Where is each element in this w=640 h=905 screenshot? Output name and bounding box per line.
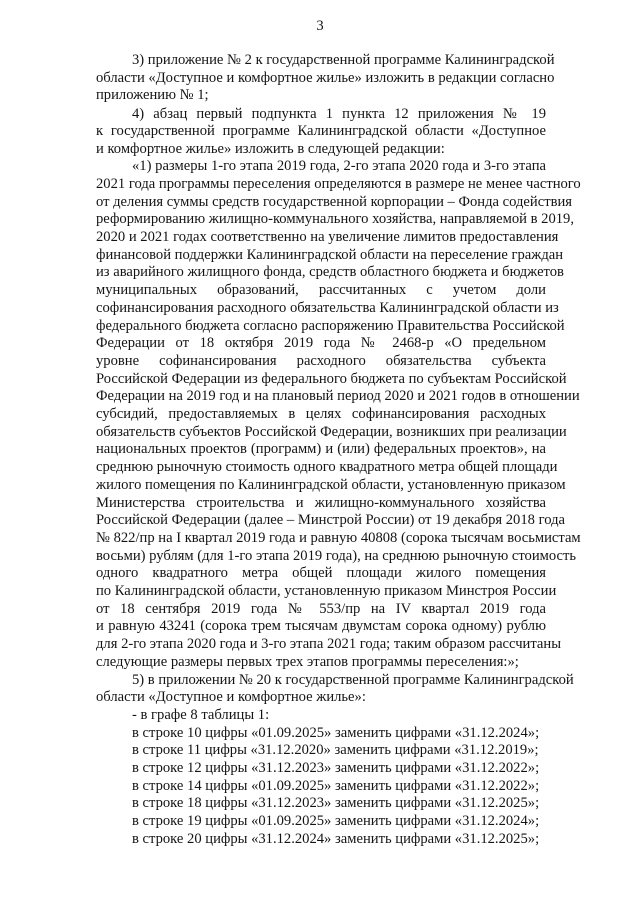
text-line: уровне софинансирования расходного обязательства субъекта [96,352,546,369]
text-line: для 2-го этапа 2020 года и 3-го этапа 2021 года; таким образом рассчитаны [96,636,562,653]
text-line: 4) абзац первый подпункта 1 пункта 12 приложения № 19 [132,105,546,122]
text-line: финансовой поддержки Калининградской области на переселение граждан [96,246,564,263]
text-line: к государственной программе Калининградской области «Доступное [96,122,546,139]
text-line: «1) размеры 1-го этапа 2019 года, 2-го этапа 2020 года и 3-го этапа [132,158,546,175]
text-line: в строке 20 цифры «31.12.2024» заменить цифрами «31.12.2025»; [132,830,540,847]
text-line: - в графе 8 таблицы 1: [132,706,270,723]
text-line: в строке 14 цифры «01.09.2025» заменить цифрами «31.12.2022»; [132,777,540,794]
text-line: Министерства строительства и жилищно-коммунального хозяйства [96,494,546,511]
text-line: № 822/пр на I квартал 2019 года и равную 40808 (сорока тысячам восьмистам [96,529,581,546]
text-line: 2020 и 2021 годах соответственно на увеличение лимитов предоставления [96,229,559,245]
text-line: и равную 43241 (сорока трем тысячам двумстам сорока одному) рублю [96,618,546,635]
text-line: одного квадратного метра общей площади жилого помещения [96,565,546,582]
text-line: от деления суммы средств государственной корпорации – Фонда содействия [96,193,572,210]
text-line: следующие размеры первых трех этапов программы переселения:»; [96,653,519,670]
text-line: из аварийного жилищного фонда, средств областного бюджета и бюджетов [96,264,564,281]
text-line: жилого помещения по Калининградской области, установленную приказом [96,476,566,493]
text-line: Федерации от 18 октября 2019 года № 2468-р «О предельном [96,335,546,352]
text-line: Российской Федерации из федерального бюджета по субъектам Российской [96,370,567,387]
text-line: от 18 сентября 2019 года № 553/пр на IV квартал 2019 года [96,600,546,617]
text-line: среднюю рыночную стоимость одного квадратного метра общей площади [96,459,558,476]
text-line: области «Доступное и комфортное жилье»: [96,689,366,706]
text-line: в строке 19 цифры «01.09.2025» заменить цифрами «31.12.2024»; [132,813,540,830]
text-line: 3) приложение № 2 к государственной программе Калининградской [132,52,555,68]
text-line: 2021 года программы переселения определяются в размере не менее частного [96,175,581,192]
page-number: 3 [316,18,324,34]
text-line: Российской Федерации (далее – Минстрой России) от 19 декабря 2018 года [96,512,565,529]
text-line: по Калининградской области, установленную приказом Минстроя России [96,583,557,599]
text-line: в строке 12 цифры «31.12.2023» заменить цифрами «31.12.2022»; [132,760,540,776]
text-line: в строке 11 цифры «31.12.2020» заменить цифрами «31.12.2019»; [132,742,539,759]
text-line: 5) в приложении № 20 к государственной программе Калининградской [132,671,574,688]
text-line: Федерации на 2019 год и на плановый период 2020 и 2021 годов в отношении [96,388,580,405]
text-line: восьми) рублям (для 1-го этапа 2019 года), на среднюю рыночную стоимость [96,547,577,564]
text-line: национальных проектов (программ) и (или) федеральных проектов», на [96,441,546,458]
text-line: в строке 18 цифры «31.12.2023» заменить цифрами «31.12.2025»; [132,795,540,812]
text-line: в строке 10 цифры «01.09.2025» заменить цифрами «31.12.2024»; [132,724,540,741]
text-line: муниципальных образований, рассчитанных с учетом доли [96,282,546,299]
text-line: федерального бюджета согласно распоряжению Правительства Российской [96,317,565,334]
text-line: субсидий, предоставляемых в целях софинансирования расходных [96,406,546,422]
text-line: и комфортное жилье» изложить в следующей редакции: [96,140,445,157]
text-line: области «Доступное и комфортное жилье» изложить в редакции согласно [96,69,555,86]
text-line: софинансирования расходного обязательства Калининградской области из [96,299,559,316]
text-line: обязательств субъектов Российской Федерации, возникших при реализации [96,423,567,440]
text-line: реформированию жилищно-коммунального хозяйства, направляемой в 2019, [96,211,574,228]
text-line: приложению № 1; [96,86,209,103]
